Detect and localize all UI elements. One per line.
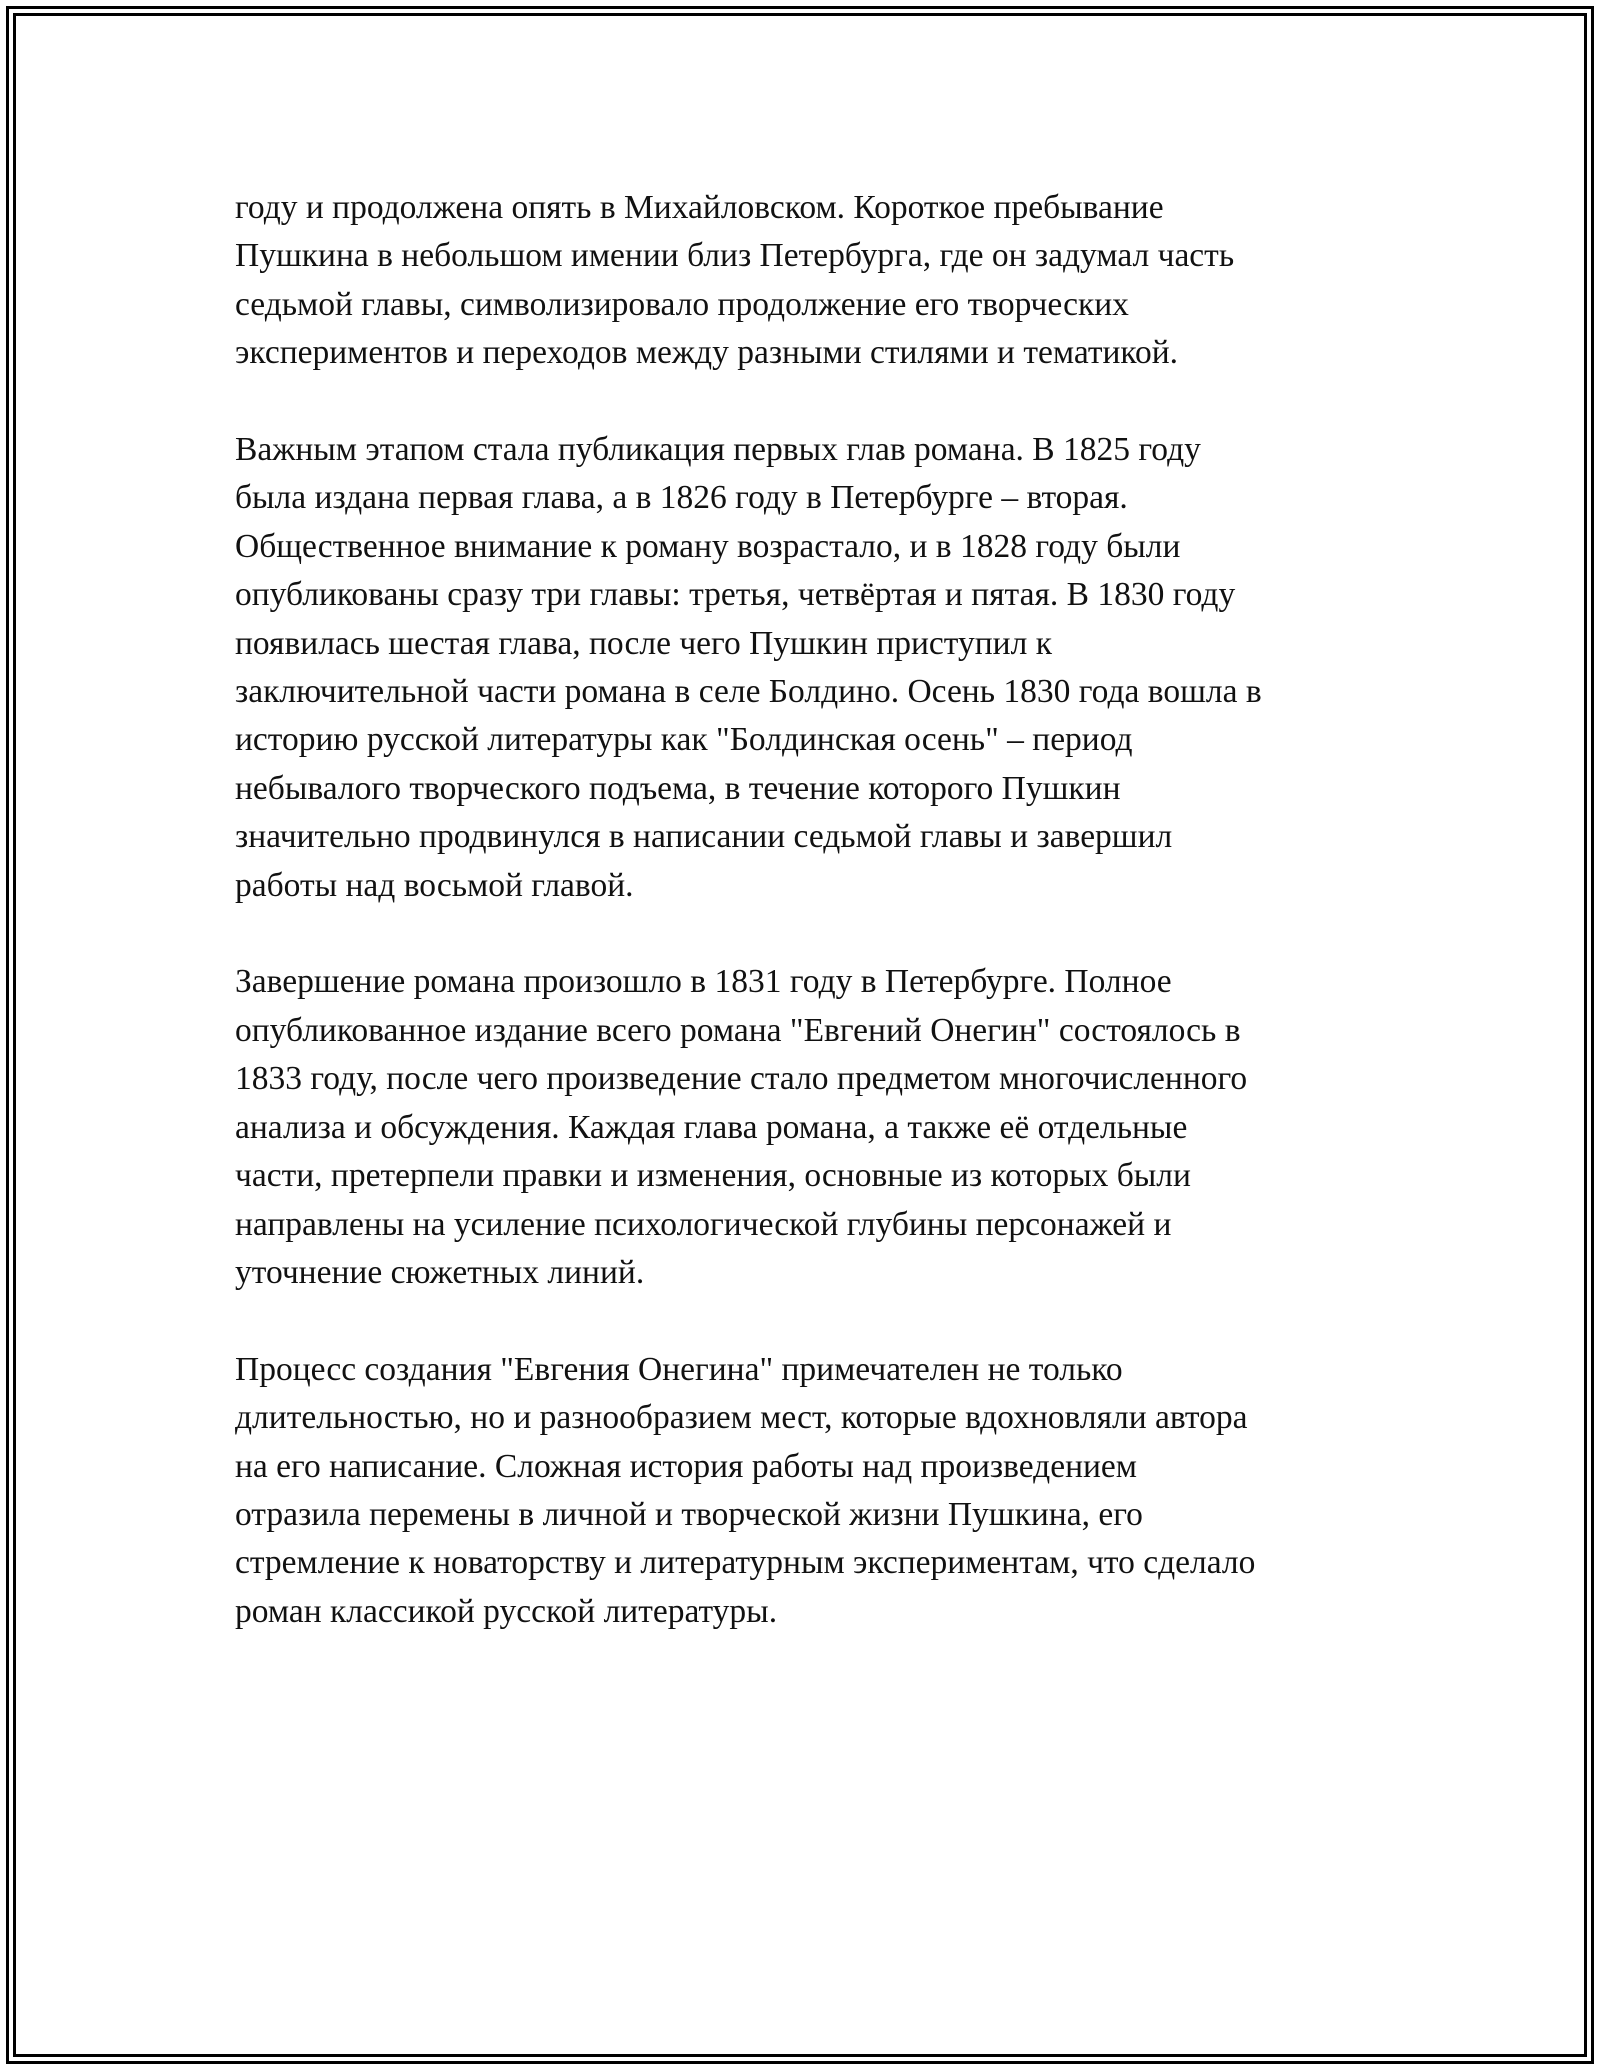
paragraph-4: Процесс создания "Евгения Онегина" примечателен не только длительностью, но и разнообразием мест, которые вдохновляли автора на его написание. Сложная история работы над произведением отразила перемены в личной и творческой жизни Пушкина, его стремление к новаторству и литературным экспериментам, что сделало роман классикой русской литературы. [235, 1350, 1256, 1630]
paragraph-2: Важным этапом стала публикация первых глав романа. В 1825 году была издана первая глава, а в 1826 году в Петербурге – вторая. Общественное внимание к роману возрастало, и в 1828 году были опубликованы сразу три главы: третья, четвёртая и пятая. В 1830 году появилась шестая глава, после чего Пушкин приступил к заключительной части романа в селе Болдино. Осень 1830 года вошла в историю русской литературы как "Болдинская осень" – период небывалого творческого подъема, в течение которого Пушкин значительно продвинулся в написании седьмой главы и завершил работы над восьмой главой. [235, 431, 1262, 904]
paragraph-1: году и продолжена опять в Михайловском. Короткое пребывание Пушкина в небольшом имении близ Петербурга, где он задумал часть седьмой главы, символизировало продолжение его творческих экспериментов и переходов между разными стилями и тематикой. [235, 189, 1235, 372]
document-body [235, 184, 1375, 1636]
paragraph-3: Завершение романа произошло в 1831 году в Петербурге. Полное опубликованное издание всего романа "Евгений Онегин" состоялось в 1833 году, после чего произведение стало предметом многочисленного анализа и обсуждения. Каждая глава романа, а также её отдельные части, претерпели правки и изменения, основные из которых были направлены на усиление психологической глубины персонажей и уточнение сюжетных линий. [235, 963, 1248, 1291]
